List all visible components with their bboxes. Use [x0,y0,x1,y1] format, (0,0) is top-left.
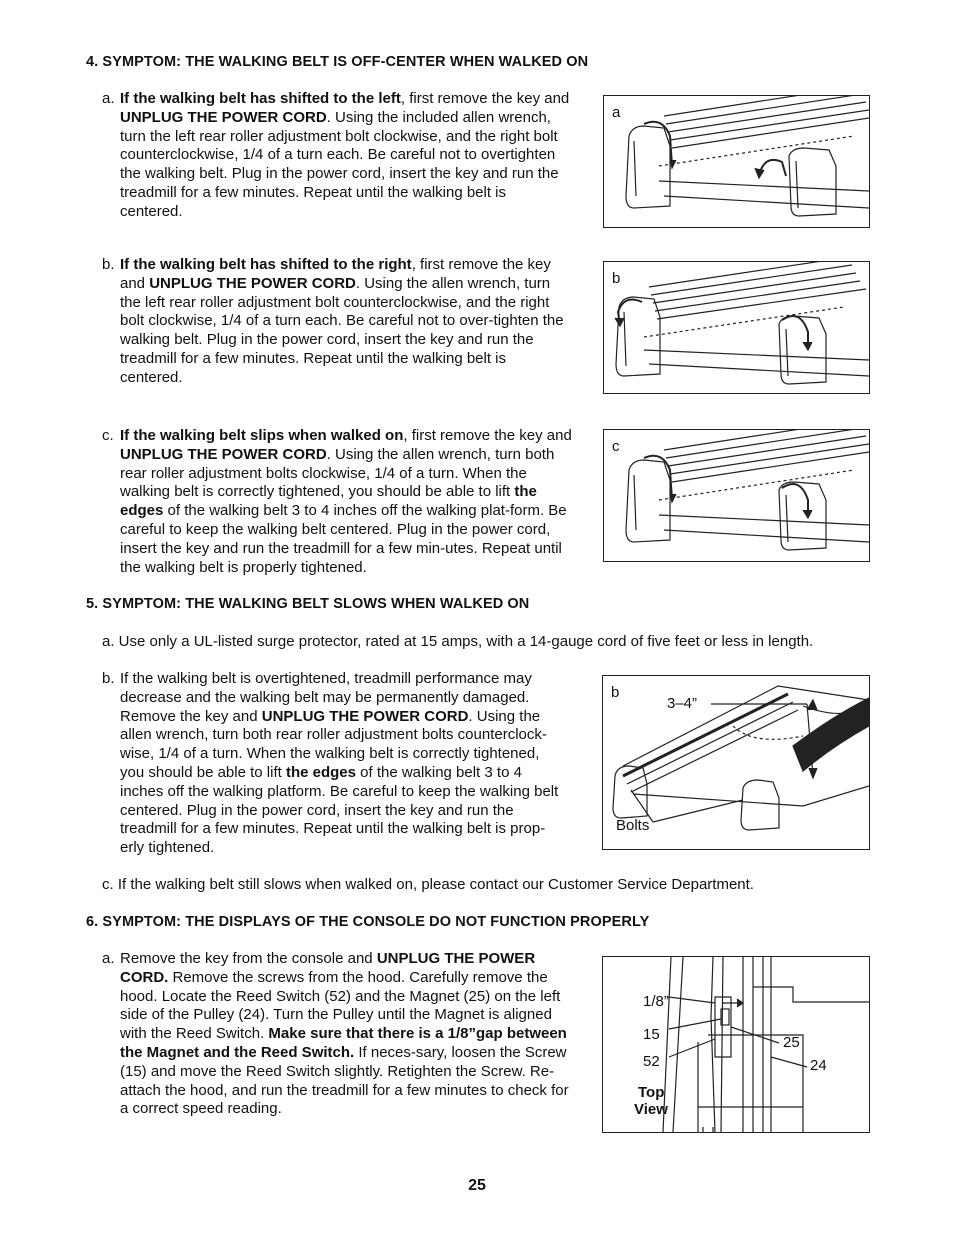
figure-4a [603,95,870,228]
magnet-label: 25 [783,1034,800,1051]
reed-switch-label: 52 [643,1053,660,1070]
section6-step-a [102,950,572,1125]
reed-switch-top-view-drawing [603,957,869,1132]
step-letter: a. [102,90,115,107]
pulley-label: 24 [810,1057,827,1074]
step-text: If the walking belt is overtightened, treadmill performance may decrease and the walking belt may be permanently damaged. Remove the key and UNPLUG THE POWER CORD. Using the allen wrench, turn both rear roller adjustment bolts counterclock-wise, 1/4 of a turn. When the walking belt is correctly tightened, you should be able to lift the edges of the walking belt 3 to 4 inches off the walking platform. Be careful to keep the walking belt centered. Plug in the power cord, insert the key and run the treadmill for a few minutes. Repeat until the walking belt is prop-erly tightened. [120,670,559,857]
view-label: View [634,1101,668,1118]
section5-step-a: a. Use only a UL-listed surge protector, rated at 15 amps, with a 14-gauge cord of five feet or less in length. [102,633,814,650]
figure-label: b [611,684,620,701]
section4-step-a [102,90,572,230]
step-text: If the walking belt slips when walked on, first remove the key and UNPLUG THE POWER CORD. Using the allen wrench, turn both rear roller adjustment bolts clockwise, 1/4 of a turn. When the walking belt is correctly tightened, you should be able to lift the edges of the walking belt 3 to 4 inches off the walking plat-form. Be careful to keep the walking belt centered. Plug in the power cord, insert the key and run the treadmill for a few min-utes. Repeat until the walking belt is properly tightened. [120,427,572,576]
top-label: Top [638,1084,665,1101]
measure-label: 3–4” [667,695,698,712]
figure-label: b [612,270,621,287]
figure-label: c [612,438,620,455]
section4-step-c [102,427,572,582]
section5-heading: 5. SYMPTOM: THE WALKING BELT SLOWS WHEN WALKED ON [86,596,530,612]
bolts-label: Bolts [616,817,650,834]
step-text: If the walking belt has shifted to the left, first remove the key and UNPLUG THE POWER CORD. Using the included allen wrench, turn the left rear roller adjustment bolt clockwise, and the right bolt counterclockwise, 1/4 of a turn each. Be careful not to overtighten the walking belt. Plug in the power cord, insert the key and run the treadmill for a few minutes. Repeat until the walking belt is centered. [120,90,570,220]
section6-heading: 6. SYMPTOM: THE DISPLAYS OF THE CONSOLE DO NOT FUNCTION PROPERLY [86,914,650,930]
treadmill-belt-lift-drawing [603,676,869,849]
step-letter: a. [102,950,115,967]
section4-heading: 4. SYMPTOM: THE WALKING BELT IS OFF-CENTER WHEN WALKED ON [86,54,589,70]
screw-label: 15 [643,1026,660,1043]
gap-label: 1/8” [643,993,669,1010]
page-number: 25 [468,1177,486,1194]
step-letter: b. [102,256,115,273]
section5-step-b [102,670,572,860]
section5-step-c: c. If the walking belt still slows when walked on, please contact our Customer Service Department. [102,876,754,893]
figure-label: a [612,104,621,121]
figure-4c [603,429,870,562]
step-text: If the walking belt has shifted to the right, first remove the key and UNPLUG THE POWER CORD. Using the allen wrench, turn the left rear roller adjustment bolt counterclockwise, and the right bolt clockwise, 1/4 of a turn each. Be careful not to over-tighten the walking belt. Plug in the power cord, insert the key and run the treadmill for a few minutes. Repeat until the walking belt is centered. [120,256,564,386]
treadmill-rear-drawing [604,430,869,561]
treadmill-rear-drawing [604,96,869,227]
step-text: Remove the key from the console and UNPLUG THE POWER CORD. Remove the screws from the hood. Carefully remove the hood. Locate the Reed Switch (52) and the Magnet (25) on the left side of the Pulley (24). Turn the Pulley until the Magnet is aligned with the Reed Switch. Make sure that there is a 1/8”gap between the Magnet and the Reed Switch. If neces-sary, loosen the Screw (15) and move the Reed Switch slightly. Retighten the Screw. Re-attach the hood, and run the treadmill for a few minutes to check for a correct speed reading. [120,950,569,1118]
section4-step-b [102,256,572,396]
figure-4b [603,261,870,394]
step-letter: c. [102,427,114,444]
figure-6a [602,956,870,1133]
treadmill-rear-drawing [604,262,869,393]
figure-5b [602,675,870,850]
step-letter: b. [102,670,115,687]
